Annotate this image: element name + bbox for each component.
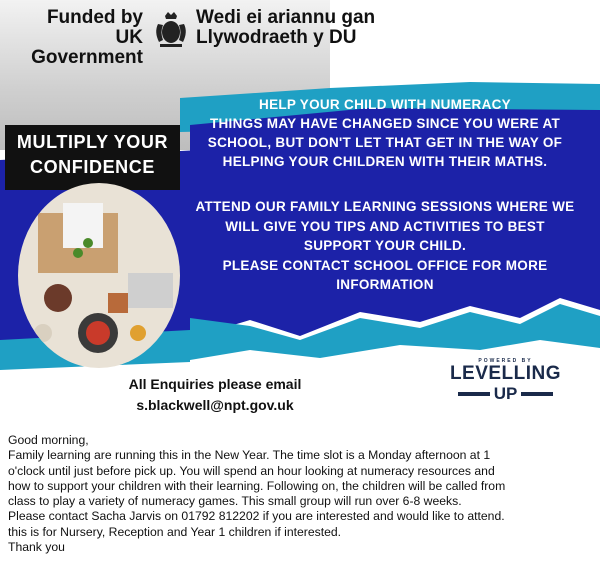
email-line: this is for Nursery, Reception and Year 1 children if interested.	[8, 524, 342, 539]
headline-text: HELP YOUR CHILD WITH NUMERACY THINGS MAY HAVE CHANGED SINCE YOU WERE AT SCHOOL, BUT DON'T LET THAT GET IN THE WAY OF HELPING YOUR CHILDREN WITH THEIR MATHS.	[207, 97, 563, 169]
funded-by-uk-government-welsh: Wedi ei ariannu gan Llywodraeth y DU	[196, 7, 376, 48]
email-line: how to support your children with their learning. Following on, the children will be called from	[8, 478, 506, 493]
email-signoff: Thank you	[8, 540, 65, 555]
enquiries-contact: All Enquiries please email s.blackwell@npt.gov.uk	[128, 376, 302, 413]
email-line: Family learning are running this in the New Year. The time slot is a Monday afternoon at 1	[8, 448, 491, 463]
royal-crest-icon	[150, 10, 192, 50]
family-learning-text: ATTEND OUR FAMILY LEARNING SESSIONS WHERE WE WILL GIVE YOU TIPS AND ACTIVITIES TO BEST SUPPORT YOUR CHILD. PLEASE CONTACT SCHOOL OFFICE FOR MORE INFORMATION	[195, 199, 575, 292]
multiply-your-confidence-logo: MULTIPLY YOUR CONFIDENCE	[5, 125, 180, 190]
funded-by-uk-government: Funded by UK Government	[31, 7, 143, 68]
email-line: Please contact Sacha Jarvis on 01792 812202 if you are interested and would like to attend.	[8, 509, 505, 524]
email-line: o'clock until just before pick up. You will spend an hour looking at numeracy resources and	[8, 463, 495, 478]
email-message-body	[8, 433, 598, 555]
cooking-photo	[18, 183, 180, 368]
email-line: class to play a variety of numeracy games. This small group will run over 6-8 weeks.	[8, 494, 462, 509]
levelling-up-logo: POWERED BY LEVELLING UP	[449, 358, 562, 403]
email-greeting: Good morning,	[8, 433, 89, 447]
